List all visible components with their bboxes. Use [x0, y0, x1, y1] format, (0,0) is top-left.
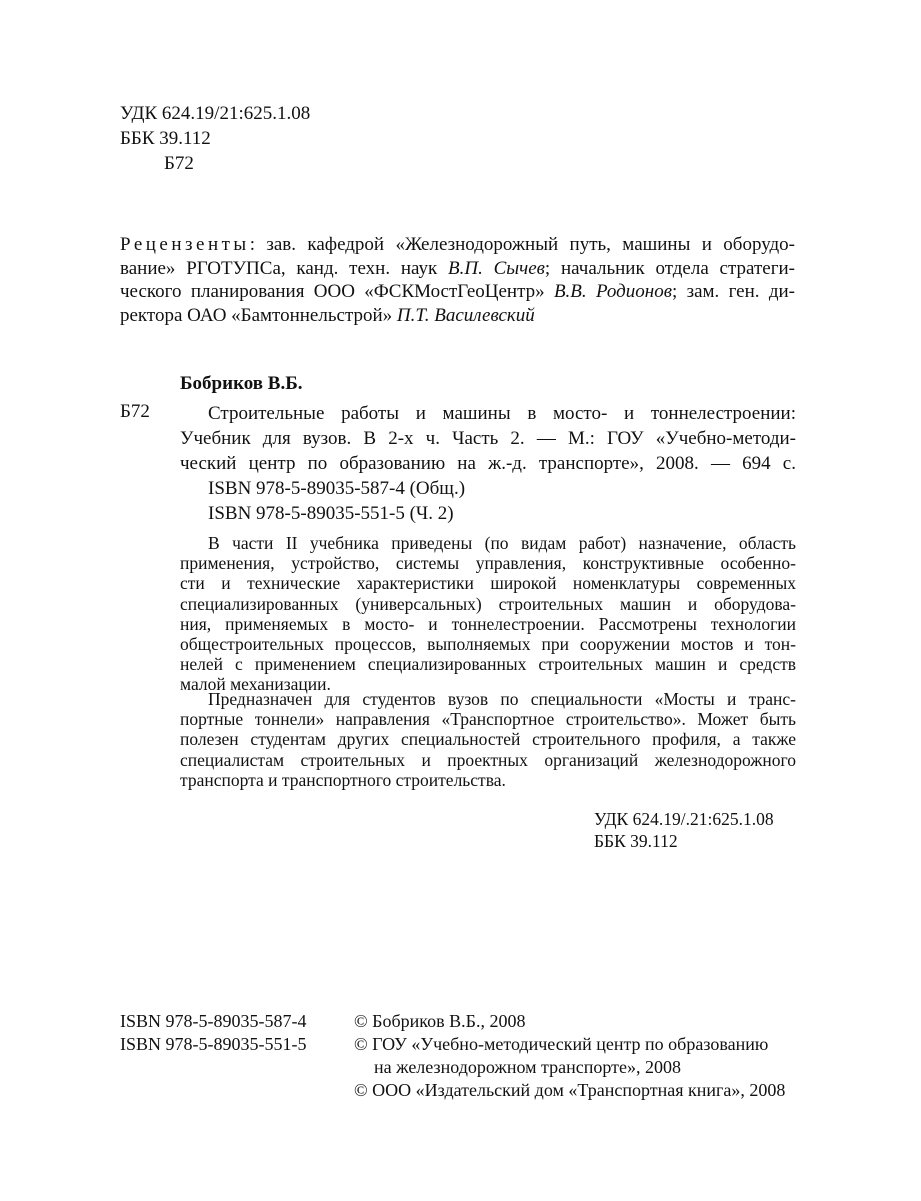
bbk-code: ББК 39.112 [120, 128, 211, 149]
annotation-line: Предназначен для студентов вузов по специальности «Мосты и транс- [208, 689, 796, 709]
book-title-line: Строительные работы и машины в мосто- и тоннелестроении: [208, 403, 796, 424]
reviewers-line: Рецензенты: зав. кафедрой «Железнодорожный путь, машины и оборудо- [120, 234, 795, 255]
reviewer-name: В.П. Сычев [448, 257, 545, 279]
copyright-isbn: ISBN 978-5-89035-587-4 [120, 1011, 307, 1031]
book-title-line: ческий центр по образованию на ж.-д. транспорте», 2008. — 694 с. [180, 453, 796, 474]
footer-bbk-code: ББК 39.112 [594, 831, 678, 851]
udk-code: УДК 624.19/21:625.1.08 [120, 103, 311, 124]
book-title-block [180, 401, 796, 476]
copyright-line-transport-book: © ООО «Издательский дом «Транспортная книга», 2008 [354, 1080, 786, 1100]
footer-udk-code: УДК 624.19/.21:625.1.08 [594, 809, 774, 829]
isbn-part2: ISBN 978-5-89035-551-5 (Ч. 2) [208, 503, 454, 524]
copyright-line-author: © Бобриков В.Б., 2008 [354, 1011, 526, 1031]
annotation-line: нелей с применением специализированных строительных машин и средств [180, 654, 796, 675]
annotation-paragraph-1 [180, 533, 796, 695]
bib-author-mark: Б72 [120, 401, 150, 422]
author-mark: Б72 [164, 153, 194, 174]
book-title-line: Учебник для вузов. В 2-х ч. Часть 2. — М.: ГОУ «Учебно-методи- [180, 428, 796, 449]
copyright-line-publisher-cont: на железнодорожном транспорте», 2008 [374, 1057, 682, 1077]
book-author: Бобриков В.Б. [180, 373, 303, 394]
annotation-line: специалистам строительных и проектных организаций железнодорожного [180, 749, 796, 770]
annotation-line: транспорта и транспортного строительства. [180, 769, 506, 790]
annotation-line: малой механизации. [180, 674, 331, 695]
annotation-line: ния, применяемых в мосто- и тоннелестроении. Рассмотрены технологии [180, 613, 796, 634]
reviewer-name: В.В. Родионов [553, 281, 672, 302]
annotation-line: портные тоннели» направления «Транспортное строительство». Может быть [180, 709, 796, 730]
annotation-paragraph-2 [180, 689, 796, 790]
copyright-isbn: ISBN 978-5-89035-551-5 [120, 1034, 307, 1054]
annotation-line: полезен студентам других специальностей строительного профиля, а также [180, 729, 796, 750]
reviewers-label: Рецензенты [120, 234, 250, 255]
annotation-line: общестроительных процессов, выполняемых при сооружении мостов и тон- [180, 634, 796, 655]
isbn-general: ISBN 978-5-89035-587-4 (Общ.) [208, 478, 466, 499]
reviewers-block [120, 233, 795, 327]
reviewers-line: ческого планирования ООО «ФСКМостГеоЦентр» В.В. Родионов; зам. ген. ди- [120, 281, 796, 302]
reviewers-line: вание» РГОТУПСа, канд. техн. наук В.П. Сычев; начальник отдела стратеги- [120, 257, 795, 279]
annotation-line: сти и технические характеристики широкой номенклатуры современных [180, 573, 796, 594]
annotation-line: специализированных (универсальных) строительных машин и оборудова- [180, 593, 796, 614]
copyright-line-publisher: © ГОУ «Учебно-методический центр по образованию [354, 1034, 769, 1054]
annotation-line: В части II учебника приведены (по видам работ) назначение, область [208, 533, 796, 553]
annotation-line: применения, устройство, системы управления, конструктивные особенно- [180, 553, 796, 574]
reviewer-name: П.Т. Василевский [396, 304, 535, 326]
reviewers-line: ректора ОАО «Бамтоннельстрой» П.Т. Василевский [120, 304, 535, 326]
